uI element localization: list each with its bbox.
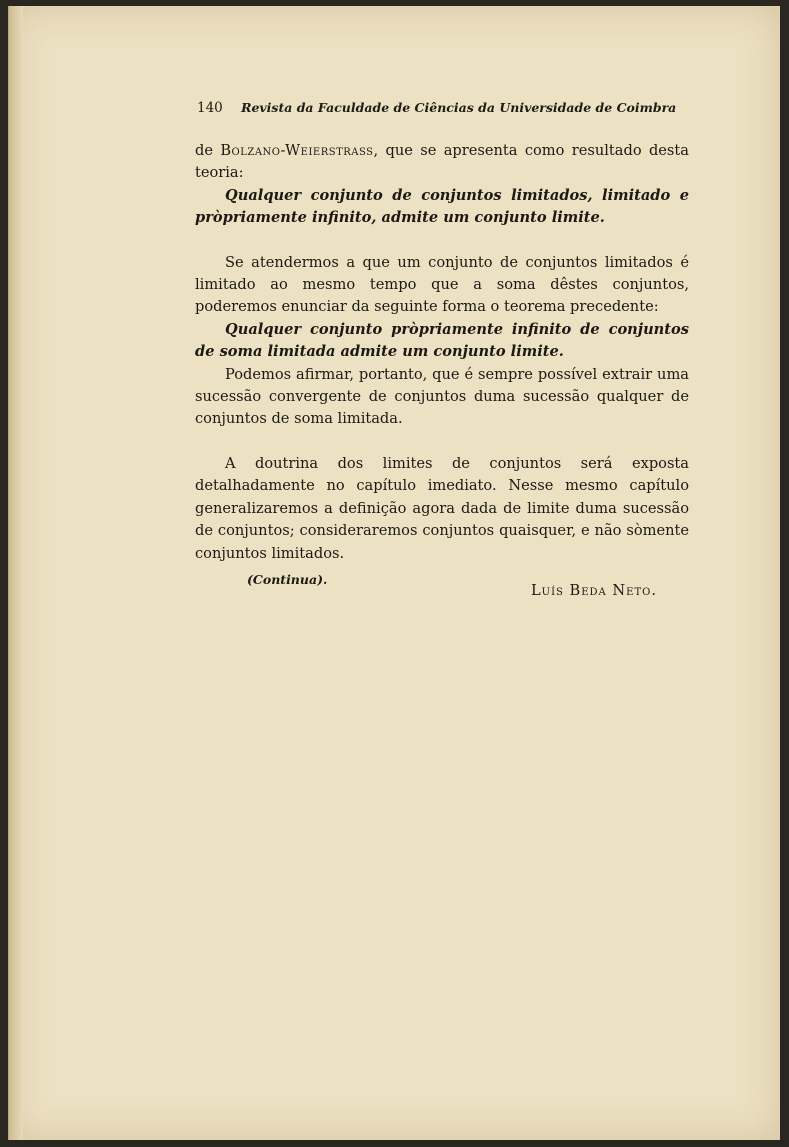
author-signature: Luís Beda Neto. bbox=[530, 582, 657, 599]
article-body bbox=[195, 140, 689, 565]
paragraph-gap bbox=[195, 431, 689, 453]
paragraph-2: Se atendermos a que um conjunto de conjuntos limitados é limitado ao mesmo tempo que a soma dêstes conjuntos, poderemos enunciar da seguinte forma o teorema precedente: bbox=[195, 253, 689, 316]
page-number: 140 bbox=[197, 100, 223, 116]
paragraph-gap bbox=[195, 230, 689, 252]
intro-suffix: , que se apresenta como resultado desta teoria: bbox=[195, 142, 689, 182]
page-binding-edge bbox=[9, 6, 23, 1140]
theorem-statement-1: Qualquer conjunto de conjuntos limitados, limitado e pròpriamente infinito, admite um conjunto limite. bbox=[195, 186, 689, 227]
theorem-name: Bolzano-Weierstrass bbox=[220, 142, 374, 159]
theorem-statement-2: Qualquer conjunto pròpriamente infinito de conjuntos de soma limitada admite um conjunto limite. bbox=[195, 320, 689, 361]
article-footer bbox=[195, 572, 665, 612]
continua-note: (Continua). bbox=[247, 572, 328, 587]
intro-prefix: de bbox=[195, 142, 221, 159]
paragraph-3: Podemos afirmar, portanto, que é sempre possível extrair uma sucessão convergente de conjuntos duma sucessão qualquer de conjuntos de soma limitada. bbox=[195, 365, 689, 428]
journal-title: Revista da Faculdade de Ciências da Universidade de Coimbra bbox=[241, 100, 677, 115]
paper-page bbox=[8, 6, 780, 1140]
paragraph-intro bbox=[195, 140, 689, 185]
running-header bbox=[197, 100, 677, 116]
paragraph-4: A doutrina dos limites de conjuntos será exposta detalhadamente no capítulo imediato. Nesse mesmo capítulo generalizaremos a definição agora dada de limite duma sucessão de conjuntos; consideraremos conjuntos quaisquer, e não sòmente conjuntos limitados. bbox=[195, 454, 689, 562]
